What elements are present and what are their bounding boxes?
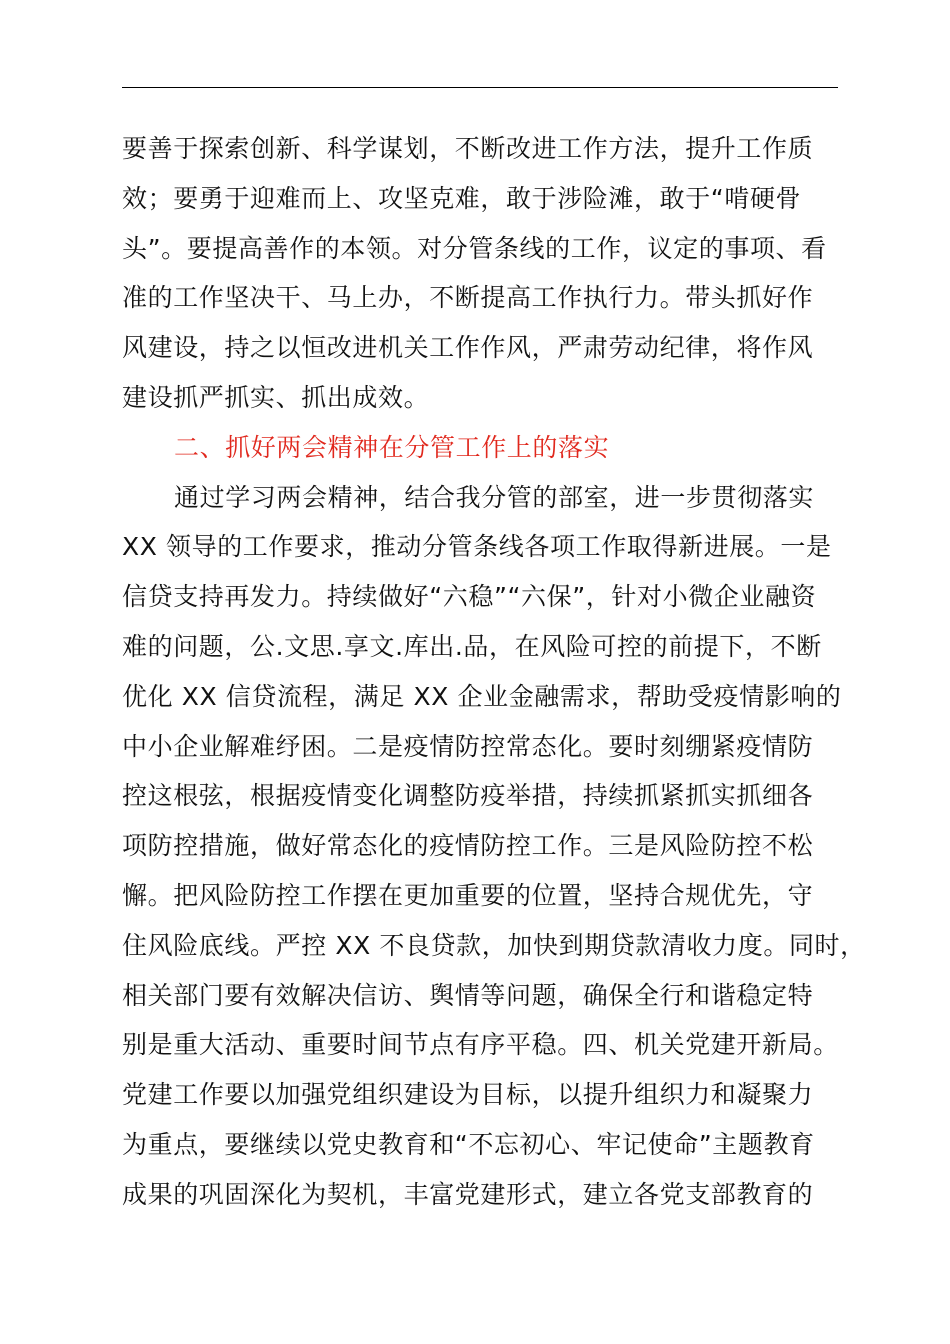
text-line: 相关部门要有效解决信访、舆情等问题，确保全行和谐稳定特 [122, 980, 814, 1010]
text-line: 别是重大活动、重要时间节点有序平稳。四、机关党建开新局。 [122, 1030, 839, 1060]
text-line: XX 领导的工作要求，推动分管条线各项工作取得新进展。一是 [122, 532, 832, 562]
text-line: 头”。要提高善作的本领。对分管条线的工作，议定的事项、看 [122, 233, 827, 263]
text-line: 准的工作坚决干、马上办，不断提高工作执行力。带头抓好作 [122, 283, 814, 313]
text-line: 难的问题，公.文思.享文.库出.品，在风险可控的前提下，不断 [122, 631, 822, 661]
section-heading: 二、抓好两会精神在分管工作上的落实 [174, 432, 610, 462]
text-line: 控这根弦，根据疫情变化调整防疫举措，持续抓紧抓实抓细各 [122, 781, 814, 811]
text-line: 优化 XX 信贷流程，满足 XX 企业金融需求，帮助受疫情影响的 [122, 681, 842, 711]
text-line: 效；要勇于迎难而上、攻坚克难，敢于涉险滩，敢于“啃硬骨 [122, 183, 802, 213]
text-line: 成果的巩固深化为契机，丰富党建形式，建立各党支部教育的 [122, 1179, 814, 1209]
text-line: 建设抓严抓实、抓出成效。 [122, 382, 430, 412]
header-rule [122, 87, 838, 88]
document-body [122, 124, 866, 1220]
text-line: 风建设，持之以恒改进机关工作作风，严肃劳动纪律，将作风 [122, 333, 814, 363]
text-line: 懈。把风险防控工作摆在更加重要的位置，坚持合规优先，守 [122, 880, 814, 910]
text-line: 中小企业解难纾困。二是疫情防控常态化。要时刻绷紧疫情防 [122, 731, 814, 761]
text-line: 为重点，要继续以党史教育和“不忘初心、牢记使命”主题教育 [122, 1129, 815, 1159]
text-line: 项防控措施，做好常态化的疫情防控工作。三是风险防控不松 [122, 831, 814, 861]
text-line: 党建工作要以加强党组织建设为目标，以提升组织力和凝聚力 [122, 1080, 814, 1110]
text-line: 信贷支持再发力。持续做好“六稳”“六保”，针对小微企业融资 [122, 582, 817, 612]
text-line: 要善于探索创新、科学谋划，不断改进工作方法，提升工作质 [122, 134, 814, 163]
text-line: 住风险底线。严控 XX 不良贷款，加快到期贷款清收力度。同时， [122, 930, 866, 960]
paragraph-first-line: 通过学习两会精神，结合我分管的部室，进一步贯彻落实 [174, 482, 815, 512]
